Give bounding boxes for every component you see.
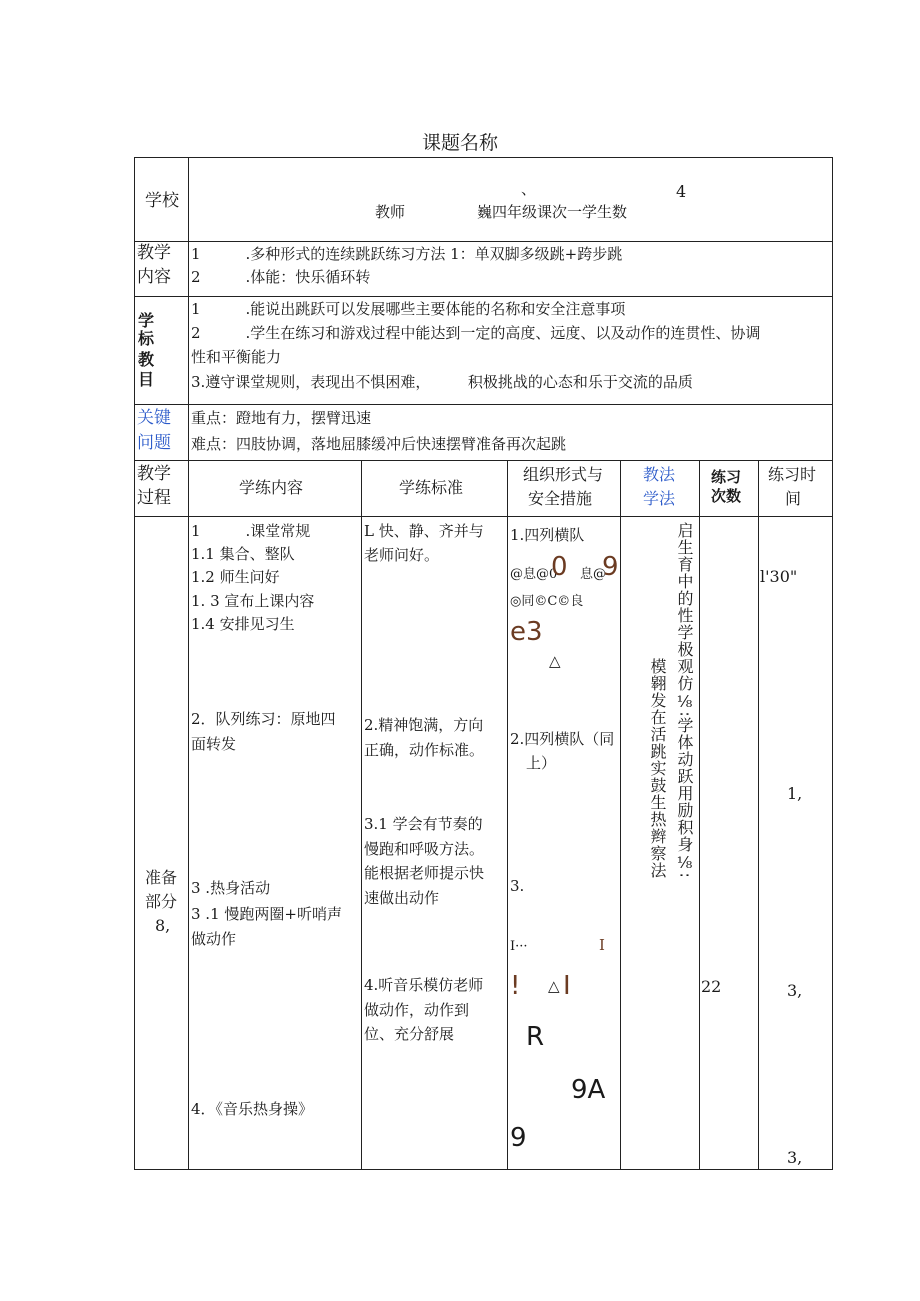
col-header-content: 学练内容: [239, 478, 304, 497]
content-item: 4．《音乐热身操》: [191, 1100, 314, 1118]
formation-symbols: I: [563, 971, 571, 1001]
bottom-rule: [135, 1169, 832, 1170]
practice-time: 3,: [787, 1148, 803, 1167]
standard-item: 能根据老师提示快: [364, 864, 485, 882]
goal-line: 性和平衡能力: [191, 348, 282, 366]
col-header-org: 组织形式与: [523, 465, 604, 484]
prep-label: 准备: [145, 868, 178, 887]
formation-symbols: e3: [510, 617, 543, 647]
row-divider: [135, 241, 832, 242]
goal-line: 2 .学生在练习和游戏过程中能达到一定的高度、远度、以及动作的连贯性、协调: [191, 324, 761, 342]
col-header-count: 练习: [711, 468, 742, 486]
col-divider: [507, 460, 508, 1170]
lesson-plan-table: [134, 157, 833, 1170]
teacher-triangle: △: [548, 977, 560, 995]
row-divider: [135, 404, 832, 405]
practice-time: l'30": [760, 567, 798, 586]
formation-symbols: I: [599, 936, 605, 954]
key-label: 关键: [137, 408, 171, 428]
content-item: 1 .课堂常规: [191, 522, 311, 540]
standard-item: L 快、静、齐并与: [364, 522, 484, 540]
col-header-time: 间: [785, 489, 802, 508]
page-title: 课题名称: [421, 132, 498, 154]
col-header-standard: 学练标准: [399, 478, 464, 497]
content-line: 1 .多种形式的连续跳跃练习方法 1：单双脚多级跳+跨步跳: [191, 245, 623, 263]
content-line: 2 .体能：快乐循环转: [191, 268, 371, 286]
col-divider: [699, 460, 700, 1170]
prep-label: 部分: [145, 892, 178, 911]
content-item: 做动作: [191, 930, 237, 948]
method-text: 启生育中的性学极观仿⅛∶学体动跃用励积身⅛∶: [675, 522, 694, 879]
col-header-method: 学法: [643, 489, 676, 508]
content-item: 2．队列练习：原地四: [191, 710, 336, 728]
formation-symbols: 9: [602, 552, 619, 582]
content-item: 1.2 师生问好: [191, 568, 280, 586]
key-label: 问题: [137, 433, 171, 453]
content-item: 3 .热身活动: [191, 879, 271, 897]
formation-symbols: ◎同©C©良: [510, 594, 584, 609]
col-header-count: 次数: [711, 487, 742, 505]
col-header-process: 教学: [137, 464, 171, 484]
org-item: 3.: [510, 877, 525, 895]
method-text: 模翱发在活跳实鼓生热辫察法: [648, 658, 667, 879]
practice-count: 22: [701, 977, 722, 996]
standard-item: 2.精神饱满，方向: [364, 716, 484, 734]
content-item: 1.1 集合、整队: [191, 545, 295, 563]
goals-label: 教: [138, 350, 155, 369]
standard-item: 慢跑和呼吸方法。: [364, 840, 485, 858]
col-divider: [361, 460, 362, 1170]
content-item: 面转发: [191, 735, 237, 753]
org-item: 1.四列横队: [510, 526, 585, 544]
formation-symbols: 息@: [580, 567, 607, 582]
key-focus: 重点：蹬地有力，摆臂迅速: [191, 409, 372, 427]
col-header-process: 过程: [137, 488, 171, 508]
content-item: 3 .1 慢跑两圈+听哨声: [191, 905, 342, 923]
row-divider: [135, 460, 832, 461]
goals-label: 标: [138, 329, 155, 348]
col-header-org: 安全措施: [528, 489, 593, 508]
formation-symbols: 0: [551, 552, 568, 582]
col-header-method: 教法: [643, 465, 676, 484]
goals-label: 目: [138, 370, 155, 389]
formation-symbols: R: [526, 1022, 545, 1052]
content-item: 1.4 安排见习生: [191, 615, 295, 633]
formation-symbols: !: [510, 971, 521, 1001]
practice-time: 3,: [787, 981, 803, 1000]
header-mark: 4: [676, 182, 687, 201]
org-item: 上）: [526, 754, 557, 772]
formation-symbols: I···: [510, 939, 528, 954]
col-divider: [620, 460, 621, 1170]
practice-time: 1,: [787, 784, 803, 803]
standard-item: 做动作，动作到: [364, 1001, 470, 1019]
prep-label: 8,: [155, 916, 171, 935]
content-item: 1. 3 宣布上课内容: [191, 592, 315, 610]
col-divider: [758, 460, 759, 1170]
standard-item: 老师问好。: [364, 546, 440, 564]
goal-line: 3.遵守课堂规则，表现出不惧困难， 积极挑战的心态和乐于交流的品质: [191, 373, 693, 391]
standard-item: 4.听音乐模仿老师: [364, 976, 484, 994]
standard-item: 3.1 学会有节奏的: [364, 815, 483, 833]
key-difficulty: 难点：四肢协调，落地屈膝缓冲后快速摆臂准备再次起跳: [191, 435, 567, 453]
row-divider: [135, 296, 832, 297]
teacher-label: 教师: [375, 203, 406, 221]
teacher-info: 巍四年级课次一学生数: [477, 203, 628, 221]
col-divider: [188, 158, 189, 1170]
content-label: 内容: [137, 267, 171, 287]
standard-item: 正确，动作标准。: [364, 741, 485, 759]
row-divider: [135, 516, 832, 517]
formation-symbols: 9: [510, 1123, 527, 1153]
goals-label: 学: [138, 311, 155, 330]
standard-item: 位、充分舒展: [364, 1025, 455, 1043]
teacher-triangle: △: [549, 652, 561, 670]
school-label: 学校: [145, 191, 179, 211]
header-mark: 、: [521, 180, 537, 198]
formation-symbols: @息@0: [510, 567, 558, 582]
goal-line: 1 .能说出跳跃可以发展哪些主要体能的名称和安全注意事项: [191, 300, 626, 318]
standard-item: 速做出动作: [364, 889, 440, 907]
col-header-time: 练习时: [768, 465, 817, 484]
content-label: 教学: [137, 243, 171, 263]
org-item: 2.四列横队（同: [510, 730, 615, 748]
formation-symbols: 9A: [571, 1075, 606, 1105]
